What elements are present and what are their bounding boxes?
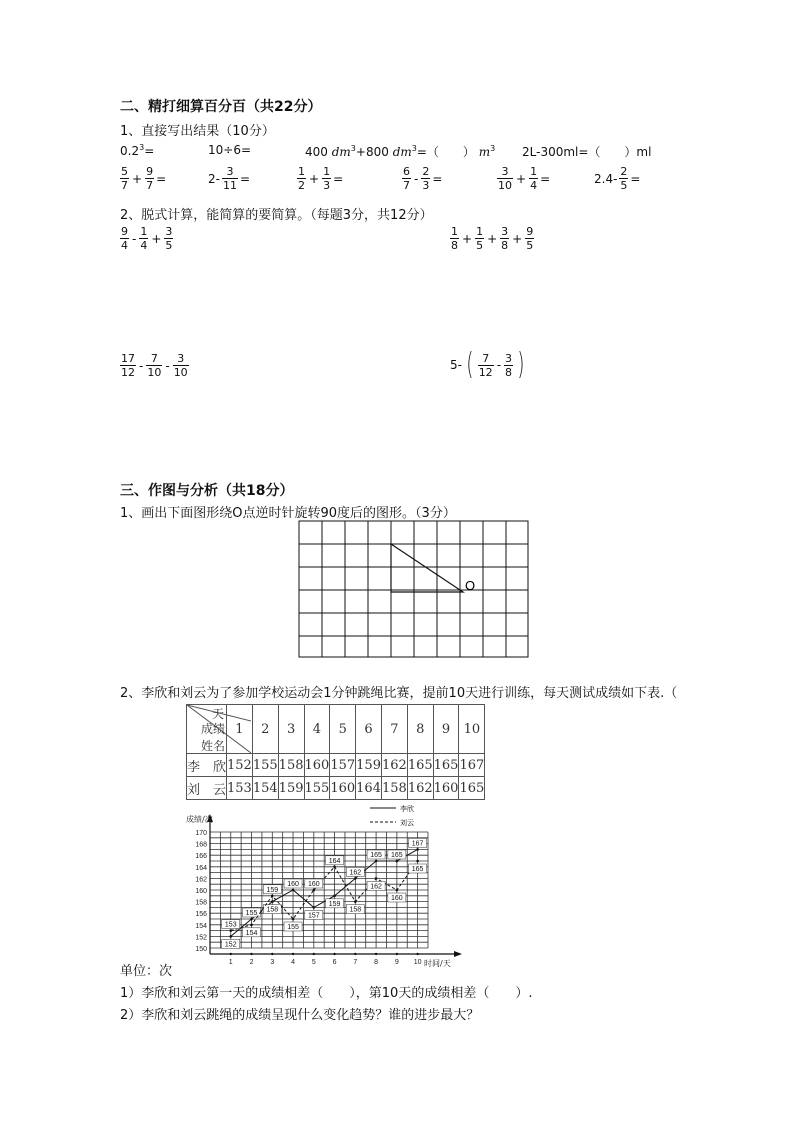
table-row <box>187 777 485 800</box>
calc-item-d: 2L-300ml=（ ）ml <box>522 145 652 159</box>
day-header: 6 <box>356 705 382 754</box>
data-label: 164 <box>328 857 341 865</box>
table-cell: 157 <box>330 754 356 777</box>
table-cell: 167 <box>459 754 485 777</box>
calc-expr-3: $\frac{17}{12}$ - $\frac{7}{10}$ - $\frac{3}{10}$ <box>121 352 188 379</box>
data-point <box>292 889 295 892</box>
frac-item-3: $\frac{1}{2}$ + $\frac{1}{3}$ = <box>298 165 344 192</box>
table-cell: 159 <box>356 754 382 777</box>
frac-item-1: $\frac{5}{7}$ + $\frac{9}{7}$ = <box>121 165 167 192</box>
table-corner: 天 成绩 姓名 <box>187 705 227 754</box>
data-label: 162 <box>349 869 362 877</box>
x-tick-label: 9 <box>394 959 399 966</box>
table-cell: 154 <box>252 777 278 800</box>
data-point <box>416 848 419 851</box>
row-name: 李 欣 <box>187 754 227 777</box>
day-header: 4 <box>304 705 330 754</box>
x-axis-label: 时间/天 <box>424 959 451 968</box>
x-tick-label: 3 <box>270 959 275 966</box>
y-tick-label: 150 <box>195 946 207 953</box>
table-cell: 152 <box>227 754 253 777</box>
day-header: 3 <box>278 705 304 754</box>
x-tick-dot <box>396 953 398 955</box>
x-tick-dot <box>416 953 418 955</box>
table-cell: 159 <box>278 777 304 800</box>
table-cell: 160 <box>330 777 356 800</box>
table-cell: 162 <box>381 754 407 777</box>
q2-title: 2、脱式计算，能简算的要简算。（每题3分，共12分） <box>120 208 433 223</box>
data-label: 155 <box>245 910 258 917</box>
data-label: 155 <box>287 924 299 931</box>
day-header: 5 <box>330 705 356 754</box>
data-point <box>416 860 419 863</box>
s3-q1-title: 1、画出下面图形绕O点逆时针旋转90度后的图形。（3分） <box>120 506 456 521</box>
table-cell: 165 <box>459 777 485 800</box>
day-header: 9 <box>433 705 459 754</box>
calc-expr-1: $\frac{9}{4}$ - $\frac{1}{4}$ + $\frac{3}{5}$ <box>121 225 173 252</box>
x-tick-label: 6 <box>332 959 337 966</box>
x-tick-label: 7 <box>353 959 358 966</box>
x-tick-dot <box>313 953 315 955</box>
row-name: 刘 云 <box>187 777 227 800</box>
table-cell: 153 <box>227 777 253 800</box>
x-tick-label: 2 <box>249 959 254 966</box>
frac-item-6: 2.4- $\frac{2}{5}$ = <box>594 165 641 192</box>
s3-q2-title: 2、李欣和刘云为了参加学校运动会1分钟跳绳比赛，提前10天进行训练，每天测试成绩如下表.（ <box>120 686 678 701</box>
data-point <box>313 906 316 909</box>
x-tick-label: 8 <box>374 959 379 966</box>
table-cell: 158 <box>278 754 304 777</box>
data-point <box>271 900 274 903</box>
x-axis-arrow <box>454 951 462 957</box>
s3-q2-sub2: 2）李欣和刘云跳绳的成绩呈现什么变化趋势？谁的进步最大？ <box>120 1008 480 1023</box>
table-cell: 160 <box>304 754 330 777</box>
calc-expr-4: 5- ( $\frac{7}{12}$ - $\frac{3}{8}$ ) <box>450 347 525 382</box>
data-point <box>333 895 336 898</box>
y-tick-label: 168 <box>195 841 207 849</box>
rotation-grid <box>298 520 530 660</box>
data-label: 157 <box>307 912 320 920</box>
grid-lines <box>299 521 528 657</box>
y-tick-label: 156 <box>195 911 207 919</box>
table-cell: 155 <box>252 754 278 777</box>
x-tick-label: 1 <box>228 959 233 966</box>
score-table <box>186 704 485 800</box>
data-label: 152 <box>224 941 237 949</box>
x-tick-label: 10 <box>413 959 422 966</box>
section3-title: 三、作图与分析（共18分） <box>120 483 294 499</box>
table-cell: 160 <box>433 777 459 800</box>
data-point <box>375 877 378 880</box>
day-header: 8 <box>407 705 433 754</box>
legend-label: 刘云 <box>400 819 414 827</box>
x-tick-dot <box>230 953 232 955</box>
data-point <box>333 866 336 869</box>
data-label: 165 <box>391 852 403 859</box>
data-point <box>375 860 378 863</box>
y-tick-label: 152 <box>195 934 207 942</box>
y-tick-label: 164 <box>195 864 207 872</box>
frac-item-2: 2- $\frac{3}{11}$ = <box>208 165 251 192</box>
data-point <box>250 924 253 927</box>
data-point <box>354 877 357 880</box>
data-label: 165 <box>370 852 382 859</box>
data-label: 160 <box>307 881 320 888</box>
calc-item-b: 10÷6= <box>208 143 252 157</box>
y-tick-label: 154 <box>195 922 207 930</box>
calc-expr-2: $\frac{1}{8}$ + $\frac{1}{5}$ + $\frac{3}{8}$ + $\frac{9}{5}$ <box>451 225 534 252</box>
x-tick-label: 5 <box>311 959 316 966</box>
data-point <box>354 900 357 903</box>
x-tick-label: 4 <box>291 959 296 966</box>
x-tick-dot <box>354 953 356 955</box>
data-label: 162 <box>370 883 382 891</box>
data-label: 158 <box>266 906 279 914</box>
data-point <box>396 889 399 892</box>
data-label: 165 <box>411 866 424 873</box>
data-point <box>250 918 253 921</box>
data-label: 167 <box>411 840 424 848</box>
data-label: 159 <box>266 886 279 894</box>
day-header: 2 <box>252 705 278 754</box>
table-cell: 165 <box>407 754 433 777</box>
data-point <box>229 935 232 938</box>
legend-label: 李欣 <box>400 805 414 813</box>
y-tick-label: 166 <box>195 853 207 861</box>
data-point <box>292 918 295 921</box>
q1-title: 1、直接写出结果（10分） <box>120 124 275 139</box>
table-cell: 155 <box>304 777 330 800</box>
unit-label: 单位：次 <box>120 964 173 979</box>
data-label: 159 <box>328 900 341 908</box>
triangle-shape <box>391 544 463 592</box>
data-label: 153 <box>224 921 237 929</box>
day-header: 7 <box>381 705 407 754</box>
data-label: 160 <box>391 895 403 902</box>
point-o-label: O <box>465 578 476 593</box>
x-tick-dot <box>333 953 335 955</box>
table-cell: 158 <box>381 777 407 800</box>
table-cell: 164 <box>356 777 382 800</box>
table-cell: 165 <box>433 754 459 777</box>
section2-title: 二、精打细算百分百（共22分） <box>120 99 322 115</box>
table-cell: 162 <box>407 777 433 800</box>
frac-item-4: $\frac{6}{7}$ - $\frac{2}{3}$ = <box>403 165 443 192</box>
data-point <box>396 860 399 863</box>
data-point <box>229 929 232 932</box>
calc-item-c: 400 $dm^3+800$ $dm^3=$（ ） $m^3$ <box>305 144 496 159</box>
s3-q2-sub1: 1）李欣和刘云第一天的成绩相差（ ），第10天的成绩相差（ ）. <box>120 986 533 1001</box>
data-label: 154 <box>245 929 258 937</box>
x-tick-dot <box>375 953 377 955</box>
day-header: 1 <box>227 705 253 754</box>
y-axis-label: 成绩/次 <box>186 815 213 824</box>
y-tick-label: 158 <box>195 899 207 907</box>
x-tick-dot <box>292 953 294 955</box>
y-tick-label: 170 <box>195 830 207 837</box>
data-label: 158 <box>349 906 362 914</box>
y-tick-label: 160 <box>195 888 207 895</box>
data-point <box>271 895 274 898</box>
table-row <box>187 754 485 777</box>
y-tick-label: 162 <box>195 876 207 884</box>
calc-item-a: $0.2^3=$ <box>120 143 155 158</box>
line-chart <box>178 800 468 975</box>
x-tick-dot <box>250 953 252 955</box>
data-point <box>313 889 316 892</box>
frac-item-5: $\frac{3}{10}$ + $\frac{1}{4}$ = <box>498 165 551 192</box>
day-header: 10 <box>459 705 485 754</box>
x-tick-dot <box>271 953 273 955</box>
data-label: 160 <box>287 881 299 888</box>
